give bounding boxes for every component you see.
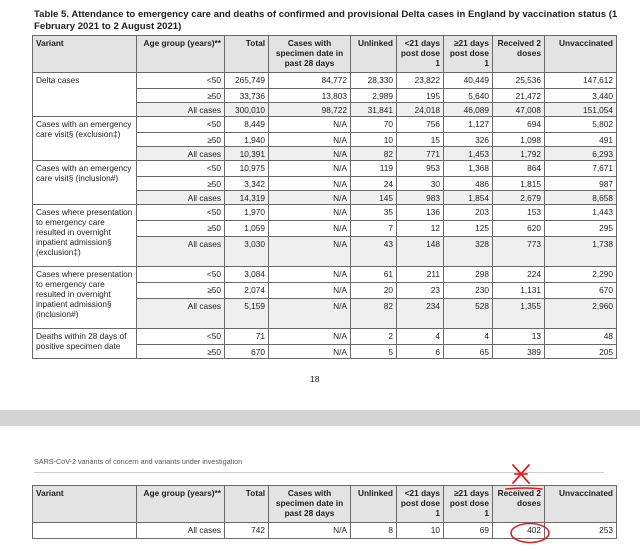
column-header: Unlinked [351, 36, 397, 73]
value-cell: 10,391 [225, 147, 269, 161]
column-header: <21 days post dose 1 [397, 36, 444, 73]
value-cell: 24,018 [397, 103, 444, 117]
value-cell: 265,749 [225, 73, 269, 89]
value-cell: 8 [351, 523, 397, 539]
value-cell: N/A [269, 237, 351, 267]
column-header: Cases with specimen date in past 28 days [269, 486, 351, 523]
value-cell: 756 [397, 117, 444, 133]
column-header: Total [225, 486, 269, 523]
value-cell: 5 [351, 345, 397, 359]
red-cross-annotation-icon [509, 462, 533, 486]
value-cell: N/A [269, 267, 351, 283]
value-cell: 295 [545, 221, 617, 237]
value-cell: 151,054 [545, 103, 617, 117]
age-group-cell: ≥50 [137, 283, 225, 299]
value-cell: 4 [397, 329, 444, 345]
value-cell: 389 [493, 345, 545, 359]
value-cell: 1,854 [444, 191, 493, 205]
table-row [33, 161, 617, 177]
value-cell: 300,010 [225, 103, 269, 117]
value-cell: 3,030 [225, 237, 269, 267]
value-cell: 23,822 [397, 73, 444, 89]
value-cell: 987 [545, 177, 617, 191]
value-cell: N/A [269, 329, 351, 345]
value-cell: 742 [225, 523, 269, 539]
value-cell: 125 [444, 221, 493, 237]
value-cell: 402 [493, 523, 545, 539]
value-cell: 119 [351, 161, 397, 177]
value-cell: 670 [225, 345, 269, 359]
value-cell: 211 [397, 267, 444, 283]
value-cell: 1,940 [225, 133, 269, 147]
value-cell: 864 [493, 161, 545, 177]
value-cell: 84,772 [269, 73, 351, 89]
table-header-row [33, 36, 617, 73]
value-cell: 10 [351, 133, 397, 147]
value-cell: 326 [444, 133, 493, 147]
column-header: Received 2 doses [493, 36, 545, 73]
value-cell: 491 [545, 133, 617, 147]
value-cell: 7 [351, 221, 397, 237]
document-page-2 [0, 426, 640, 551]
value-cell: 2,960 [545, 299, 617, 329]
age-group-cell: ≥50 [137, 133, 225, 147]
age-group-cell: All cases [137, 523, 225, 539]
value-cell: 2,290 [545, 267, 617, 283]
value-cell: 153 [493, 205, 545, 221]
value-cell: 1,453 [444, 147, 493, 161]
column-header: Age group (years)** [137, 36, 225, 73]
column-header: Unvaccinated [545, 486, 617, 523]
table-row [33, 117, 617, 133]
value-cell: 10 [397, 523, 444, 539]
value-cell: 70 [351, 117, 397, 133]
column-header: Unvaccinated [545, 36, 617, 73]
value-cell: 71 [225, 329, 269, 345]
age-group-cell: <50 [137, 117, 225, 133]
value-cell: 1,970 [225, 205, 269, 221]
variant-cell: Cases with an emergency care visit§ (inclusion#) [33, 161, 137, 205]
value-cell: 224 [493, 267, 545, 283]
column-header: Age group (years)** [137, 486, 225, 523]
table-row [33, 329, 617, 345]
value-cell: 1,443 [545, 205, 617, 221]
value-cell: 25,536 [493, 73, 545, 89]
value-cell: 8,658 [545, 191, 617, 205]
value-cell: 82 [351, 147, 397, 161]
value-cell: 13 [493, 329, 545, 345]
value-cell: 47,008 [493, 103, 545, 117]
value-cell: 6 [397, 345, 444, 359]
value-cell: 771 [397, 147, 444, 161]
value-cell: 1,131 [493, 283, 545, 299]
value-cell: 1,368 [444, 161, 493, 177]
value-cell: 46,089 [444, 103, 493, 117]
red-circle-annotation [508, 521, 552, 545]
value-cell: 3,084 [225, 267, 269, 283]
variant-cell: Deaths within 28 days of positive specimen date [33, 329, 137, 359]
value-cell: N/A [269, 221, 351, 237]
value-cell: 205 [545, 345, 617, 359]
value-cell: 24 [351, 177, 397, 191]
age-group-cell: <50 [137, 161, 225, 177]
variant-cell [33, 523, 137, 539]
value-cell: 61 [351, 267, 397, 283]
variant-cell: Cases where presentation to emergency care resulted in overnight inpatient admission§ (exclusion‡) [33, 205, 137, 267]
variant-cell: Cases with an emergency care visit§ (exclusion‡) [33, 117, 137, 161]
value-cell: 1,127 [444, 117, 493, 133]
value-cell: 3,440 [545, 89, 617, 103]
age-group-cell: <50 [137, 73, 225, 89]
value-cell: 65 [444, 345, 493, 359]
column-header: ≥21 days post dose 1 [444, 36, 493, 73]
value-cell: 2,679 [493, 191, 545, 205]
value-cell: 1,792 [493, 147, 545, 161]
column-header: ≥21 days post dose 1 [444, 486, 493, 523]
value-cell: 20 [351, 283, 397, 299]
value-cell: N/A [269, 133, 351, 147]
value-cell: 1,098 [493, 133, 545, 147]
value-cell: N/A [269, 191, 351, 205]
value-cell: 14,319 [225, 191, 269, 205]
value-cell: 15 [397, 133, 444, 147]
age-group-cell: <50 [137, 205, 225, 221]
red-underline-annotation [504, 486, 544, 492]
table-row [33, 73, 617, 89]
value-cell: 10,975 [225, 161, 269, 177]
table-title: Table 5. Attendance to emergency care and deaths of confirmed and provisional Delta cases in England by vaccination status (1 February 2021 to 2 August 2021) [34, 9, 618, 32]
value-cell: 23 [397, 283, 444, 299]
value-cell: 12 [397, 221, 444, 237]
column-header: Variant [33, 36, 137, 73]
value-cell: 136 [397, 205, 444, 221]
value-cell: 69 [444, 523, 493, 539]
value-cell: 953 [397, 161, 444, 177]
page-number: 18 [310, 374, 320, 384]
value-cell: N/A [269, 299, 351, 329]
value-cell: 148 [397, 237, 444, 267]
value-cell: 82 [351, 299, 397, 329]
value-cell: 298 [444, 267, 493, 283]
value-cell: 2 [351, 329, 397, 345]
age-group-cell: All cases [137, 103, 225, 117]
value-cell: 28,330 [351, 73, 397, 89]
value-cell: 98,722 [269, 103, 351, 117]
value-cell: 694 [493, 117, 545, 133]
value-cell: 528 [444, 299, 493, 329]
value-cell: 43 [351, 237, 397, 267]
column-header: <21 days post dose 1 [397, 486, 444, 523]
column-header: Cases with specimen date in past 28 days [269, 36, 351, 73]
value-cell: 203 [444, 205, 493, 221]
value-cell: 35 [351, 205, 397, 221]
value-cell: N/A [269, 205, 351, 221]
variant-cell: Delta cases [33, 73, 137, 117]
value-cell: 230 [444, 283, 493, 299]
value-cell: 2,989 [351, 89, 397, 103]
value-cell: 1,059 [225, 221, 269, 237]
value-cell: 195 [397, 89, 444, 103]
value-cell: 5,159 [225, 299, 269, 329]
value-cell: 486 [444, 177, 493, 191]
value-cell: 31,841 [351, 103, 397, 117]
age-group-cell: ≥50 [137, 345, 225, 359]
value-cell: 33,736 [225, 89, 269, 103]
value-cell: 253 [545, 523, 617, 539]
column-header: Unlinked [351, 486, 397, 523]
value-cell: 4 [444, 329, 493, 345]
value-cell: 983 [397, 191, 444, 205]
value-cell: 1,815 [493, 177, 545, 191]
value-cell: N/A [269, 147, 351, 161]
value-cell: 6,293 [545, 147, 617, 161]
value-cell: 328 [444, 237, 493, 267]
age-group-cell: <50 [137, 329, 225, 345]
value-cell: N/A [269, 523, 351, 539]
value-cell: 1,738 [545, 237, 617, 267]
age-group-cell: All cases [137, 299, 225, 329]
age-group-cell: ≥50 [137, 89, 225, 103]
value-cell: N/A [269, 345, 351, 359]
age-group-cell: ≥50 [137, 221, 225, 237]
value-cell: 13,803 [269, 89, 351, 103]
page-gap [0, 410, 640, 426]
age-group-cell: ≥50 [137, 177, 225, 191]
value-cell: 620 [493, 221, 545, 237]
value-cell: 145 [351, 191, 397, 205]
age-group-cell: All cases [137, 147, 225, 161]
value-cell: 7,671 [545, 161, 617, 177]
value-cell: N/A [269, 117, 351, 133]
value-cell: 147,612 [545, 73, 617, 89]
variant-cell: Cases where presentation to emergency care resulted in overnight inpatient admission§ (inclusion#) [33, 267, 137, 329]
age-group-cell: All cases [137, 237, 225, 267]
value-cell: 8,449 [225, 117, 269, 133]
value-cell: 21,472 [493, 89, 545, 103]
age-group-cell: All cases [137, 191, 225, 205]
value-cell: 1,355 [493, 299, 545, 329]
column-header: Received 2 doses [493, 486, 545, 523]
value-cell: 2,074 [225, 283, 269, 299]
attendance-table [32, 35, 617, 359]
value-cell: 773 [493, 237, 545, 267]
value-cell: 234 [397, 299, 444, 329]
value-cell: 30 [397, 177, 444, 191]
value-cell: N/A [269, 283, 351, 299]
value-cell: N/A [269, 177, 351, 191]
age-group-cell: <50 [137, 267, 225, 283]
value-cell: 670 [545, 283, 617, 299]
column-header: Total [225, 36, 269, 73]
value-cell: 40,449 [444, 73, 493, 89]
value-cell: 3,342 [225, 177, 269, 191]
column-header: Variant [33, 486, 137, 523]
page-subtitle: SARS-CoV-2 variants of concern and variants under investigation [34, 457, 243, 466]
value-cell: N/A [269, 161, 351, 177]
value-cell: 5,640 [444, 89, 493, 103]
table-row [33, 205, 617, 221]
value-cell: 5,802 [545, 117, 617, 133]
value-cell: 48 [545, 329, 617, 345]
table-row [33, 267, 617, 283]
